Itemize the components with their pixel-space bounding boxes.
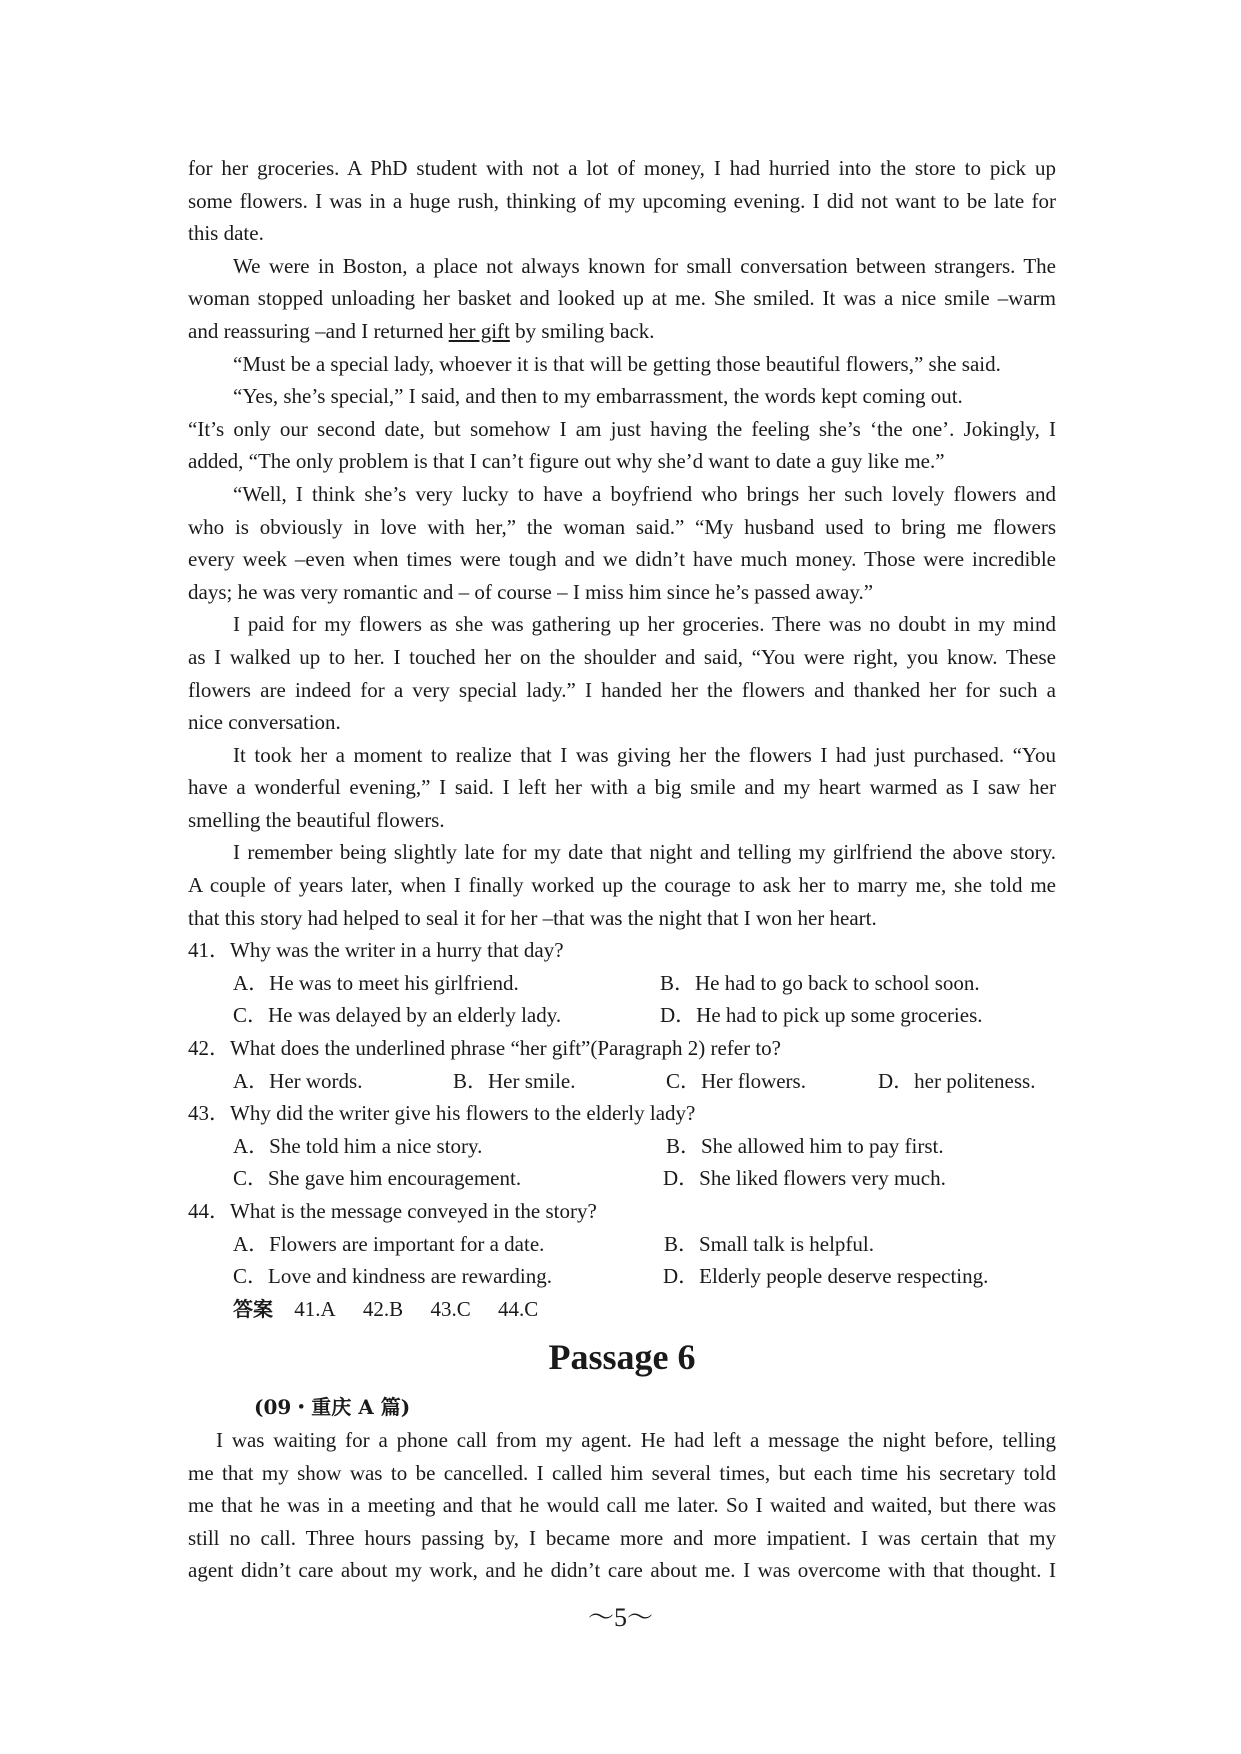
text-line: We were in Boston, a place not always known for small conversation between strangers. The xyxy=(233,253,1056,278)
option-row xyxy=(188,1162,1056,1195)
option-c: C．Love and kindness are rewarding. xyxy=(233,1264,552,1289)
option-row xyxy=(188,1065,1056,1098)
text-line: agent didn’t care about my work, and he didn’t care about me. I was overcome with that thought. I xyxy=(188,1558,1056,1583)
text-line: smelling the beautiful flowers. xyxy=(188,807,445,832)
text-line: woman stopped unloading her basket and looked up at me. She smiled. It was a nice smile –warm xyxy=(188,286,1056,311)
text-line: days; he was very romantic and – of course – I miss him since he’s passed away.” xyxy=(188,579,874,604)
option-a: A．She told him a nice story. xyxy=(233,1133,483,1158)
text-line: me that he was in a meeting and that he would call me later. So I waited and waited, but there was xyxy=(188,1493,1056,1518)
option-d: D．He had to pick up some groceries. xyxy=(660,1003,983,1028)
question-stem: 41．Why was the writer in a hurry that day? xyxy=(188,938,564,963)
text-line: added, “The only problem is that I can’t figure out why she’d want to date a guy like me.” xyxy=(188,449,945,474)
option-b: B．She allowed him to pay first. xyxy=(666,1133,944,1158)
answer-label: 答案 xyxy=(233,1296,273,1321)
text-line xyxy=(188,315,1056,348)
text-line: some flowers. I was in a huge rush, thinking of my upcoming evening. I did not want to be late for xyxy=(188,188,1056,213)
option-d: D．She liked flowers very much. xyxy=(663,1166,946,1191)
underlined-phrase: her gift xyxy=(448,318,510,343)
answer-item: 41.A xyxy=(294,1296,336,1321)
passage-title: Passage 6 xyxy=(548,1337,696,1378)
text-line: that this story had helped to seal it for her –that was the night that I won her heart. xyxy=(188,905,877,930)
question-stem: 44．What is the message conveyed in the story? xyxy=(188,1199,597,1223)
question-stem: 42．What does the underlined phrase “her gift”(Paragraph 2) refer to? xyxy=(188,1036,781,1061)
text-line: every week –even when times were tough and we didn’t have much money. Those were incredible xyxy=(188,547,1056,572)
text-line: flowers are indeed for a very special lady.” I handed her the flowers and thanked her for such a xyxy=(188,677,1056,702)
answer-item: 43.C xyxy=(430,1296,471,1321)
page-number: ～5～ xyxy=(587,1603,653,1632)
option-c: C．Her flowers. xyxy=(666,1068,806,1093)
text-fragment: and reassuring –and I returned xyxy=(188,318,449,343)
text-line: I remember being slightly late for my date that night and telling my girlfriend the above story. xyxy=(233,840,1056,865)
text-line: I paid for my flowers as she was gathering up her groceries. There was no doubt in my mind xyxy=(233,612,1056,637)
text-line: “Must be a special lady, whoever it is that will be getting those beautiful flowers,” she said. xyxy=(233,351,1001,376)
text-line: A couple of years later, when I finally worked up the courage to ask her to marry me, she told me xyxy=(188,873,1056,898)
text-line: this date. xyxy=(188,221,264,246)
text-line: for her groceries. A PhD student with not a lot of money, I had hurried into the store to pick up xyxy=(188,156,1056,180)
option-b: B．He had to go back to school soon. xyxy=(660,970,980,995)
option-c: C．She gave him encouragement. xyxy=(233,1166,522,1191)
page-body xyxy=(188,152,1056,1587)
option-row xyxy=(188,999,1056,1032)
answer-item: 42.B xyxy=(362,1296,404,1321)
text-line: “Well, I think she’s very lucky to have a boyfriend who brings her such lovely flowers and xyxy=(233,481,1056,506)
option-a: A．Her words. xyxy=(233,1068,363,1093)
text-line: It took her a moment to realize that I was giving her the flowers I had just purchased. “You xyxy=(233,742,1056,767)
option-row xyxy=(188,1130,1056,1163)
option-a: A．He was to meet his girlfriend. xyxy=(233,970,519,995)
text-line: I was waiting for a phone call from my agent. He had left a message the night before, telling xyxy=(216,1427,1056,1452)
text-line: who is obviously in love with her,” the woman said.” “My husband used to bring me flowers xyxy=(188,514,1056,539)
text-line: still no call. Three hours passing by, I became more and more impatient. I was certain that my xyxy=(188,1525,1056,1550)
option-d: D．her politeness. xyxy=(878,1068,1036,1093)
answer-item: 44.C xyxy=(497,1296,539,1321)
option-b: B．Her smile. xyxy=(453,1068,576,1093)
option-c: C．He was delayed by an elderly lady. xyxy=(233,1003,562,1028)
passage-source: (09・重庆 A 篇) xyxy=(254,1395,411,1420)
text-fragment: by smiling back. xyxy=(509,318,655,343)
text-line: nice conversation. xyxy=(188,710,341,735)
option-b: B．Small talk is helpful. xyxy=(664,1231,874,1256)
text-line: as I walked up to her. I touched her on the shoulder and said, “You were right, you know. These xyxy=(188,644,1056,669)
option-row xyxy=(188,1228,1056,1261)
text-line: “It’s only our second date, but somehow I am just having the feeling she’s ‘the one’. Jokingly, I xyxy=(188,416,1056,441)
question-stem: 43．Why did the writer give his flowers to the elderly lady? xyxy=(188,1101,696,1126)
option-d: D．Elderly people deserve respecting. xyxy=(663,1264,989,1289)
text-line: “Yes, she’s special,” I said, and then to my embarrassment, the words kept coming out. xyxy=(233,384,963,409)
text-line: have a wonderful evening,” I said. I left her with a big smile and my heart warmed as I saw her xyxy=(188,775,1056,800)
text-line: me that my show was to be cancelled. I called him several times, but each time his secretary told xyxy=(188,1460,1056,1485)
option-a: A．Flowers are important for a date. xyxy=(233,1231,545,1256)
option-row xyxy=(188,1260,1056,1293)
option-row xyxy=(188,967,1056,1000)
answer-key xyxy=(188,1293,1056,1326)
